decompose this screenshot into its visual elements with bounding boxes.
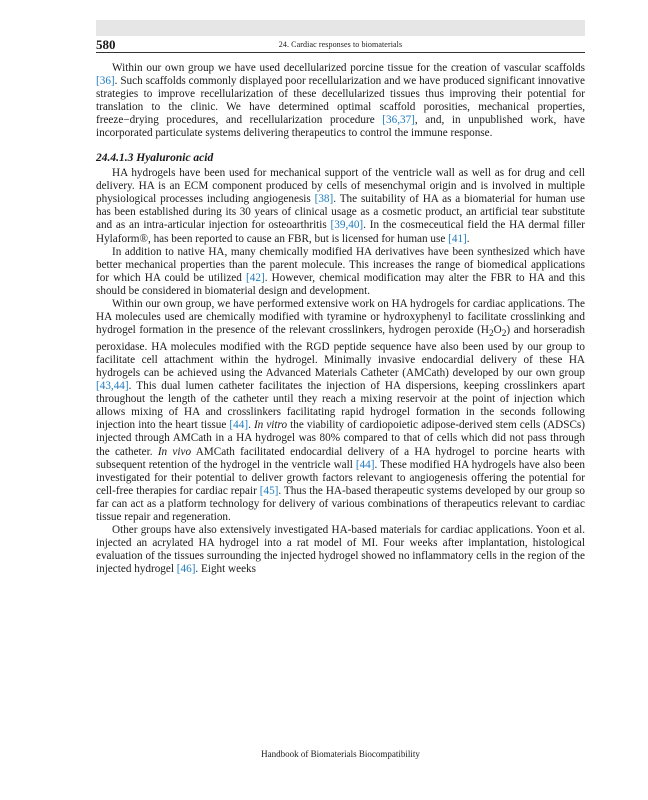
paragraph-decellularized: Within our own group we have used decellularized porcine tissue for the creation of vascular scaffolds [36]. Such scaffolds commonly displayed poor recellularization and we have produced significant innovative strategies to improve recellularization of these decellularized tissues thus improving their potential for translation to the clinic. We have determined optimal scaffold porosities, mechanical properties, freeze−drying procedures, and recellularization procedure [36,37], and, in unpublished work, have incorporated particulate systems delivering therapeutics to control the immune response. (96, 62, 585, 140)
citation-link[interactable]: [44] (355, 458, 375, 471)
citation-link[interactable]: [38] (314, 193, 334, 206)
citation-link[interactable]: [39,40] (330, 219, 364, 232)
running-head: 24. Cardiac responses to biomaterials (278, 40, 403, 49)
paragraph-ha-derivatives: In addition to native HA, many chemically modified HA derivatives have been synthesized which have better mechanical properties than the parent molecule. This increases the range of biomedical applications for which HA could be utilized [42]. However, chemical modification may alter the FBR to HA and this should be considered in biomaterial design and development. (96, 245, 585, 297)
citation-link[interactable]: [41] (448, 232, 467, 245)
citation-link[interactable]: [36] (96, 75, 115, 88)
paragraph-own-group: Within our own group, we have performed extensive work on HA hydrogels for cardiac applications. The HA molecules used are chemically modified with tyramine or hydroxyphenyl to facilitate crosslinking and hydrogel formation in the presence of the relevant crosslinkers, hydrogen peroxide $(H_2O_2)$ and horseradish peroxidase. HA molecules modified with the RGD peptide sequence have also been used by our group to facilitate cell attachment within the hydrogel. Minimally invasive endocardial delivery of these HA hydrogels can be achieved using the Advanced Materials Catheter (AMCath) developed by our own group [43,44]. This dual lumen catheter facilitates the injection of HA dispersions, keeping crosslinkers apart throughout the length of the catheter until they reach a mixing reservoir at the point of injection which allows mixing of HA and crosslinkers facilitating rapid hydrogel formation in the seconds following injection into the heart tissue [44]. In vitro the viability of cardiopoietic adipose-derived stem cells (ADSCs) injected through AMCath in a HA hydrogel was 80% compared to that of cells which did not pass through the catheter. In vivo AMCath facilitated endocardial delivery of a HA hydrogel to porcine hearts with subsequent retention of the hydrogel in the ventricle wall [44]. These modified HA hydrogels have also been investigated for their potential to deliver growth factors relevant to angiogenesis offering the potential for cell-free therapies for cardiac repair [45]. Thus the HA-based therapeutic systems developed by our group so far can act as a platform technology for delivery of various combinations of therapeutics relevant to cardiac tissue repair and regeneration. (96, 297, 586, 523)
citation-link[interactable]: [45] (259, 484, 279, 497)
paragraph-other-groups: Other groups have also extensively investigated HA-based materials for cardiac applications. Yoon et al. injected an acrylated HA hydrogel into a rat model of MI. Four weeks after implantation, histological evaluation of the tissues surrounding the injected hydrogel showed no inflammatory cells in the region of the injected hydrogel [46]. Eight weeks (96, 523, 585, 575)
page-header (96, 38, 585, 53)
page-number: 580 (96, 37, 116, 52)
citation-link[interactable]: [36,37] (382, 114, 415, 127)
citation-link[interactable]: [42] (246, 271, 265, 284)
citation-link[interactable]: [43,44] (96, 380, 129, 393)
paragraph-ha-hydrogels: HA hydrogels have been used for mechanical support of the ventricle wall as well as for drug and cell delivery. HA is an ECM component produced by cells of mesenchymal origin and is involved in multiple physiological processes including angiogenesis [38]. The suitability of HA as a biomaterial for human use has been established during its 30 years of clinical usage as a cosmetic product, an artificial tear substitute and as an intra-articular injection for osteoarthritis [39,40]. In the cosmeceutical field the HA dermal filler Hylaform®, has been reported to cause an FBR, but is licensed for human use [41]. (96, 167, 585, 245)
header-shading-bar (96, 20, 585, 36)
citation-link[interactable]: [44] (229, 419, 249, 432)
page-footer: Handbook of Biomaterials Biocompatibility (261, 749, 420, 759)
citation-link[interactable]: [46] (176, 562, 196, 575)
body-text (96, 62, 585, 576)
section-heading: 24.4.1.3 Hyaluronic acid (96, 152, 214, 165)
